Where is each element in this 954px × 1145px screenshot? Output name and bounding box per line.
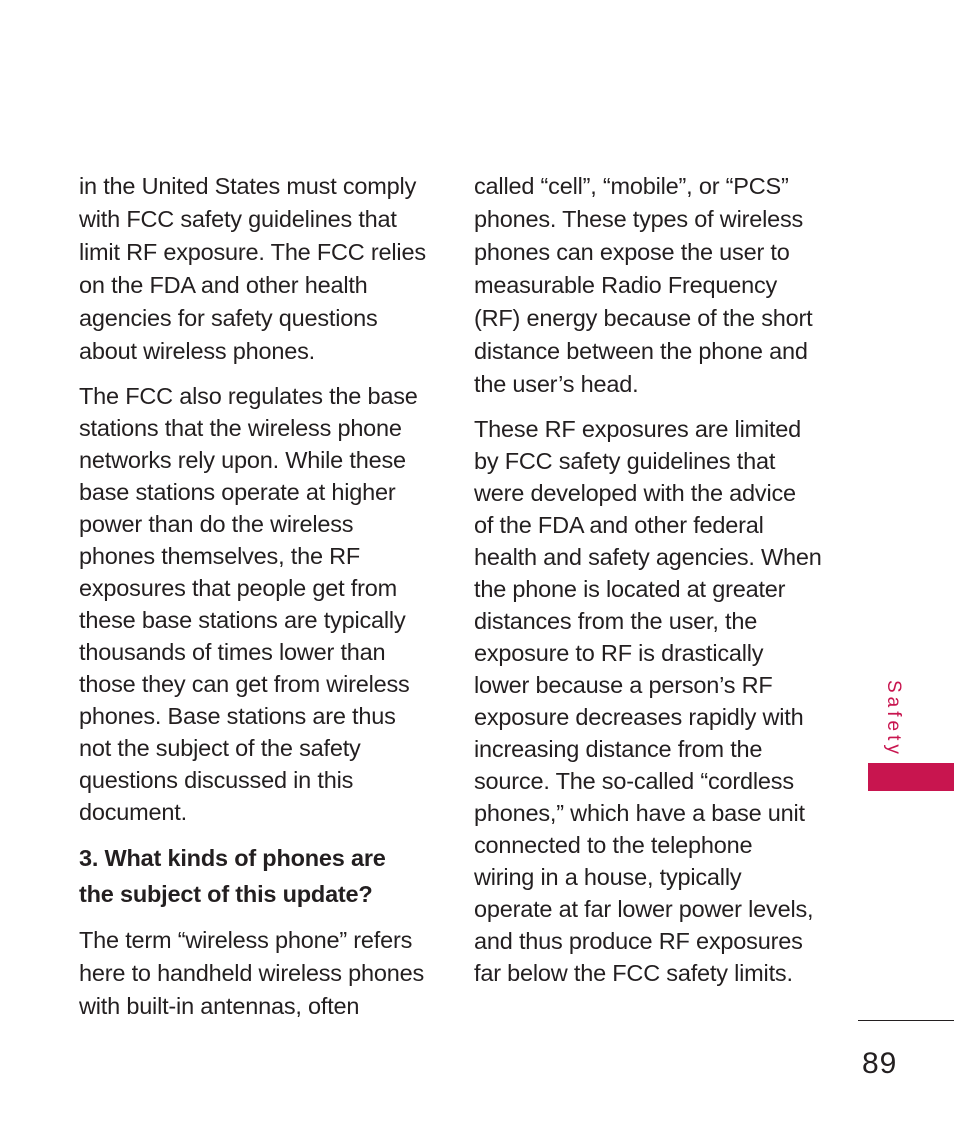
body-paragraph: The FCC also regulates the base stations that the wireless phone networks rely upon. While these base stations operate at higher power than do the wireless phones themselves, the RF exposures that people get from these base stations are typically thousands of times lower than those they can get from wireless phones. Base stations are thus not the subject of the safety questions discussed in this document. bbox=[79, 383, 418, 825]
page-number-rule bbox=[858, 1020, 954, 1021]
body-paragraph: in the United States must comply with FCC safety guidelines that limit RF exposure. The FCC relies on the FDA and other health agencies for safety questions about wireless phones. bbox=[79, 173, 426, 364]
section-tab-label: Safety bbox=[883, 680, 904, 758]
left-column bbox=[79, 170, 439, 1035]
right-column bbox=[474, 170, 834, 1001]
body-paragraph: called “cell”, “mobile”, or “PCS” phones. These types of wireless phones can expose the user to measurable Radio Frequency (RF) energy because of the short distance between the phone and the user’s head. bbox=[474, 173, 813, 397]
section-tab-marker bbox=[868, 763, 954, 791]
body-paragraph: The term “wireless phone” refers here to handheld wireless phones with built-in antennas, often bbox=[79, 927, 425, 1019]
body-paragraph: These RF exposures are limited by FCC safety guidelines that were developed with the advice of the FDA and other federal health and safety agencies. When the phone is located at greater distances from the user, the exposure to RF is drastically lower because a person’s RF exposure decreases rapidly with increasing distance from the source. The so-called “cordless phones,” which have a base unit connected to the telephone wiring in a house, typically operate at far lower power levels, and thus produce RF exposures far below the FCC safety limits. bbox=[474, 416, 822, 986]
section-heading: 3. What kinds of phones are the subject of this update? bbox=[79, 845, 386, 907]
page-number: 89 bbox=[862, 1047, 898, 1080]
